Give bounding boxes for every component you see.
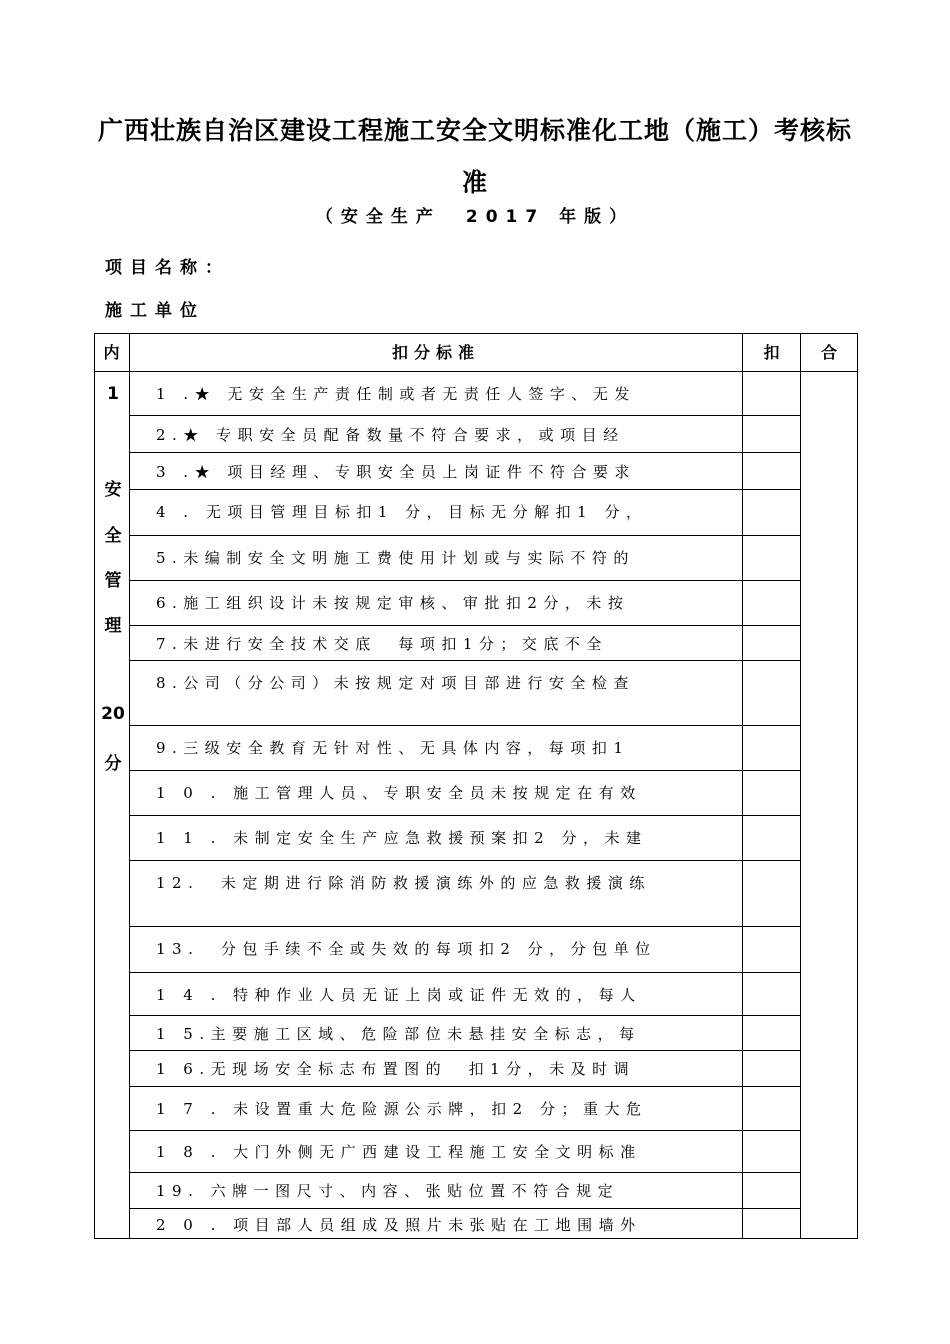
row-divider: [129, 1130, 801, 1131]
table-row-text: 2 0 . 项目部人员组成及照片未张贴在工地围墙外: [156, 1216, 642, 1234]
row-divider: [129, 1172, 801, 1173]
row-divider: [129, 1086, 801, 1087]
header-deduct: 扣: [763, 343, 780, 362]
category-name-char: 理: [104, 616, 122, 636]
row-divider: [129, 625, 801, 626]
construction-unit-label: 施工单位: [105, 301, 205, 321]
row-divider: [129, 535, 801, 536]
row-divider: [129, 660, 801, 661]
project-name-label: 项目名称：: [105, 258, 230, 278]
row-divider: [129, 1208, 801, 1209]
row-divider: [129, 926, 801, 927]
table-row-text: 1 1 . 未制定安全生产应急救援预案扣2 分，未建: [156, 829, 648, 847]
page-subtitle: （安全生产 2017 年版）: [315, 207, 635, 227]
page-title: 广西壮族自治区建设工程施工安全文明标准化工地（施工）考核标准: [97, 116, 852, 197]
table-row-text: 5.未编制安全文明施工费使用计划或与实际不符的: [156, 549, 635, 567]
row-divider: [129, 815, 801, 816]
table-row-text: 8.公司（分公司）未按规定对项目部进行安全检查: [156, 674, 635, 692]
table-row-text: 19. 六牌一图尺寸、内容、张贴位置不符合规定: [156, 1182, 620, 1200]
row-divider: [129, 725, 801, 726]
row-divider: [129, 1050, 801, 1051]
table-row-text: 1 0 . 施工管理人员、专职安全员未按规定在有效: [156, 784, 642, 802]
row-divider: [129, 972, 801, 973]
table-row-text: 1 6.无现场安全标志布置图的 扣1分，未及时调: [156, 1060, 636, 1078]
table-row-text: 13. 分包手续不全或失效的每项扣2 分，分包单位: [156, 940, 657, 958]
row-divider: [129, 580, 801, 581]
row-overflow-text: [130, 716, 742, 724]
header-content: 内: [103, 343, 120, 362]
table-row-text: 6.施工组织设计未按规定审核、审批扣2分，未按: [156, 594, 630, 612]
row-divider: [129, 860, 801, 861]
row-divider: [129, 452, 801, 453]
category-name-char: 安: [104, 480, 122, 500]
header-deduction-standard: 扣分标准: [391, 343, 480, 362]
row-divider: [129, 415, 801, 416]
category-name-char: 管: [104, 571, 122, 591]
table-row-text: 12. 未定期进行除消防救援演练外的应急救援演练: [156, 874, 651, 892]
category-name-char: 全: [104, 526, 122, 546]
table-row-text: 2.★ 专职安全员配备数量不符合要求，或项目经: [156, 426, 625, 444]
row-overflow-text: [130, 917, 742, 925]
table-row-text: 1 .★ 无安全生产责任制或者无责任人签字、无发: [156, 385, 636, 403]
row-divider: [129, 1015, 801, 1016]
table-row-text: 1 8 . 大门外侧无广西建设工程施工安全文明标准: [156, 1143, 642, 1161]
table-row-text: 1 4 . 特种作业人员无证上岗或证件无效的，每人: [156, 986, 642, 1004]
table-row-text: 7.未进行安全技术交底 每项扣1分；交底不全: [156, 635, 608, 653]
category-score: 20: [101, 704, 125, 724]
row-divider: [129, 770, 801, 771]
table-row-text: 9.三级安全教育无针对性、无具体内容，每项扣1: [156, 739, 630, 757]
table-row-text: 1 5.主要施工区域、危险部位未悬挂安全标志，每: [156, 1025, 641, 1043]
table-row-text: 1 7 . 未设置重大危险源公示牌，扣2 分；重大危: [156, 1100, 648, 1118]
category-score-unit: 分: [104, 754, 122, 774]
category-index: 1: [107, 384, 119, 404]
row-divider: [129, 489, 801, 490]
header-total: 合: [820, 343, 837, 362]
table-row-text: 4 . 无项目管理目标扣1 分，目标无分解扣1 分，: [156, 503, 648, 521]
table-row-text: 3 .★ 项目经理、专职安全员上岗证件不符合要求: [156, 463, 636, 481]
